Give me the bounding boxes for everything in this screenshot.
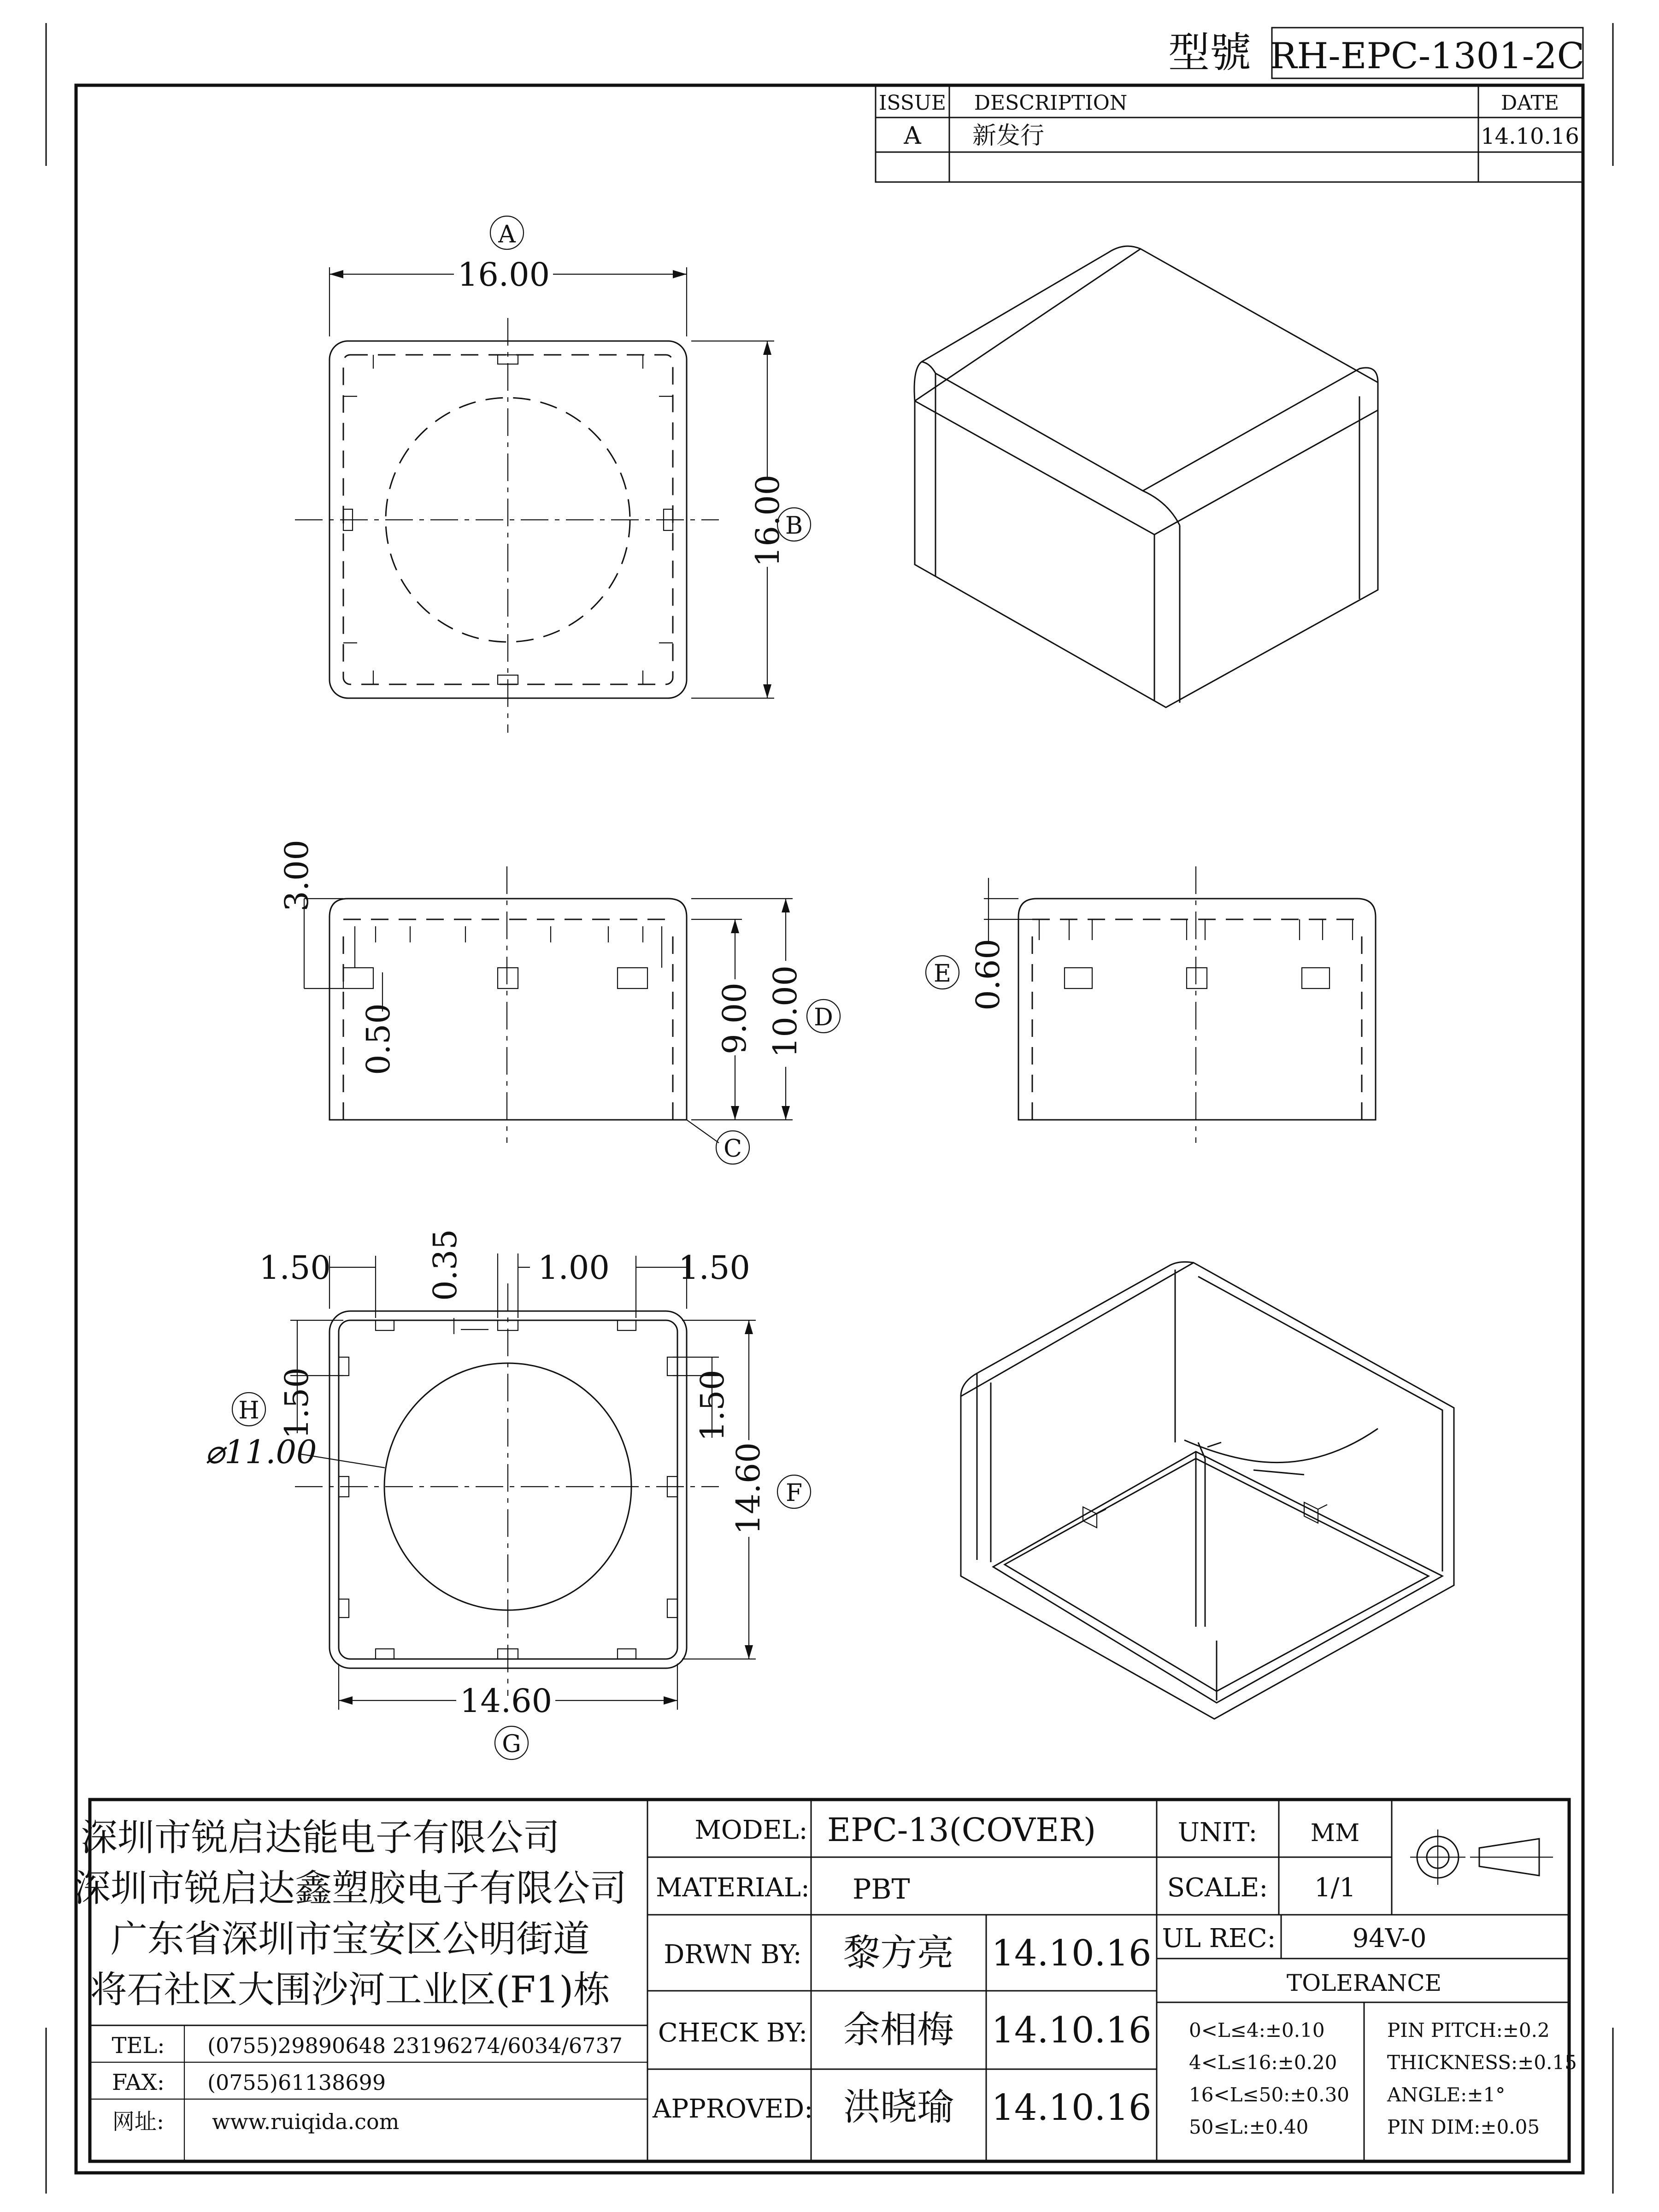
approved-date: 14.10.16 <box>991 2087 1152 2129</box>
front-dim-wall: 0.50 <box>359 1003 397 1075</box>
unit-value: MM <box>1310 1819 1360 1847</box>
unit-label: UNIT: <box>1177 1818 1258 1847</box>
bottom-dim-right-top: 1.50 <box>678 1249 750 1287</box>
approved-name: 洪晓瑜 <box>843 2086 954 2129</box>
front-dim-inner: 9.00 <box>716 982 753 1054</box>
bottom-label-g: G <box>502 1730 521 1758</box>
bottom-dim-center: 1.00 <box>538 1249 610 1287</box>
tolerance-right-2: THICKNESS:±0.15 <box>1387 2051 1577 2074</box>
bottom-dim-right-side: 1.50 <box>694 1370 731 1441</box>
front-label-c: C <box>724 1135 742 1163</box>
fax-label: FAX: <box>112 2070 165 2095</box>
bottom-hole-dim: ⌀11.00 <box>205 1433 317 1471</box>
iso-view-bottom <box>961 1262 1454 1719</box>
sheet-border <box>76 85 1583 2173</box>
tel-value: (0755)29890648 23196274/6034/6737 <box>207 2033 623 2058</box>
rev-header-issue: ISSUE <box>878 91 947 115</box>
tolerance-left-1: 0<L≤4:±0.10 <box>1189 2019 1325 2041</box>
material-label: MATERIAL: <box>656 1873 810 1903</box>
top-side-label-b: B <box>785 512 803 540</box>
top-view <box>295 216 811 733</box>
drawn-date: 14.10.16 <box>991 1933 1152 1974</box>
rev-header-date: DATE <box>1500 91 1559 115</box>
title-block <box>74 1800 1577 2161</box>
model-no-value: RH-EPC-1301-2C <box>1270 35 1585 77</box>
rev-row-date: 14.10.16 <box>1481 124 1579 149</box>
fax-value: (0755)61138699 <box>207 2070 386 2095</box>
ul-value: 94V-0 <box>1352 1924 1427 1953</box>
tel-label: TEL: <box>112 2033 165 2059</box>
tolerance-right-3: ANGLE:±1° <box>1387 2083 1506 2106</box>
projection-symbol-icon <box>1410 1830 1553 1885</box>
rev-header-description: DESCRIPTION <box>974 91 1128 115</box>
drawn-label: DRWN BY: <box>664 1940 802 1970</box>
web-value: www.ruiqida.com <box>212 2109 400 2134</box>
side-dim: 0.60 <box>969 939 1007 1011</box>
model-number-header <box>1168 28 1584 78</box>
top-width-dim: 16.00 <box>457 256 550 294</box>
web-label: 网址: <box>112 2109 165 2135</box>
iso-view-top <box>914 246 1378 707</box>
top-circle-label-a: A <box>498 221 516 248</box>
side-view <box>926 866 1376 1143</box>
front-dim-total: 10.00 <box>766 965 804 1058</box>
rev-row-description: 新发行 <box>972 122 1045 150</box>
side-label-e: E <box>934 960 951 988</box>
bottom-dim-left-side: 1.50 <box>278 1367 316 1439</box>
tolerance-left-2: 4<L≤16:±0.20 <box>1189 2051 1337 2074</box>
material-value: PBT <box>853 1873 910 1906</box>
bottom-label-h: H <box>238 1397 259 1424</box>
check-name: 余相梅 <box>843 2008 954 2051</box>
model-no-label: 型號 <box>1168 29 1251 77</box>
tolerance-right-4: PIN DIM:±0.05 <box>1387 2116 1540 2138</box>
bottom-dim-left-top: 1.50 <box>259 1249 331 1287</box>
tolerance-left-3: 16<L≤50:±0.30 <box>1189 2083 1350 2106</box>
ul-label: UL REC: <box>1162 1924 1276 1953</box>
front-label-d: D <box>814 1004 833 1031</box>
check-date: 14.10.16 <box>991 2010 1152 2051</box>
scale-value: 1/1 <box>1314 1873 1356 1903</box>
tolerance-left-4: 50≤L:±0.40 <box>1189 2116 1309 2138</box>
bottom-dim-height: 14.60 <box>729 1442 767 1535</box>
scale-label: SCALE: <box>1167 1873 1268 1903</box>
model-label: MODEL: <box>694 1815 808 1845</box>
revision-table <box>876 85 1583 182</box>
front-dim-top: 3.00 <box>278 840 316 912</box>
rev-row-issue: A <box>904 122 921 150</box>
drawn-name: 黎方亮 <box>843 1931 954 1974</box>
tolerance-right-1: PIN PITCH:±0.2 <box>1387 2019 1550 2041</box>
approved-label: APPROVED: <box>653 2094 813 2124</box>
model-value: EPC-13(COVER) <box>827 1811 1096 1849</box>
bottom-label-f: F <box>785 1479 803 1507</box>
top-height-dim: 16.00 <box>749 474 787 567</box>
company-line-2: 深圳市锐启达鑫塑胶电子有限公司 <box>74 1867 627 1910</box>
front-view <box>278 840 840 1164</box>
company-line-4: 将石社区大围沙河工业区(F1)栋 <box>90 1968 611 2011</box>
company-line-3: 广东省深圳市宝安区公明街道 <box>111 1918 590 1960</box>
tolerance-label: TOLERANCE <box>1286 1970 1442 1996</box>
bottom-dim-width: 14.60 <box>459 1682 553 1720</box>
bottom-view <box>205 1229 811 1759</box>
bottom-dim-slot: 0.35 <box>426 1229 464 1301</box>
check-label: CHECK BY: <box>658 2018 808 2048</box>
company-line-1: 深圳市锐启达能电子有限公司 <box>81 1816 560 1859</box>
